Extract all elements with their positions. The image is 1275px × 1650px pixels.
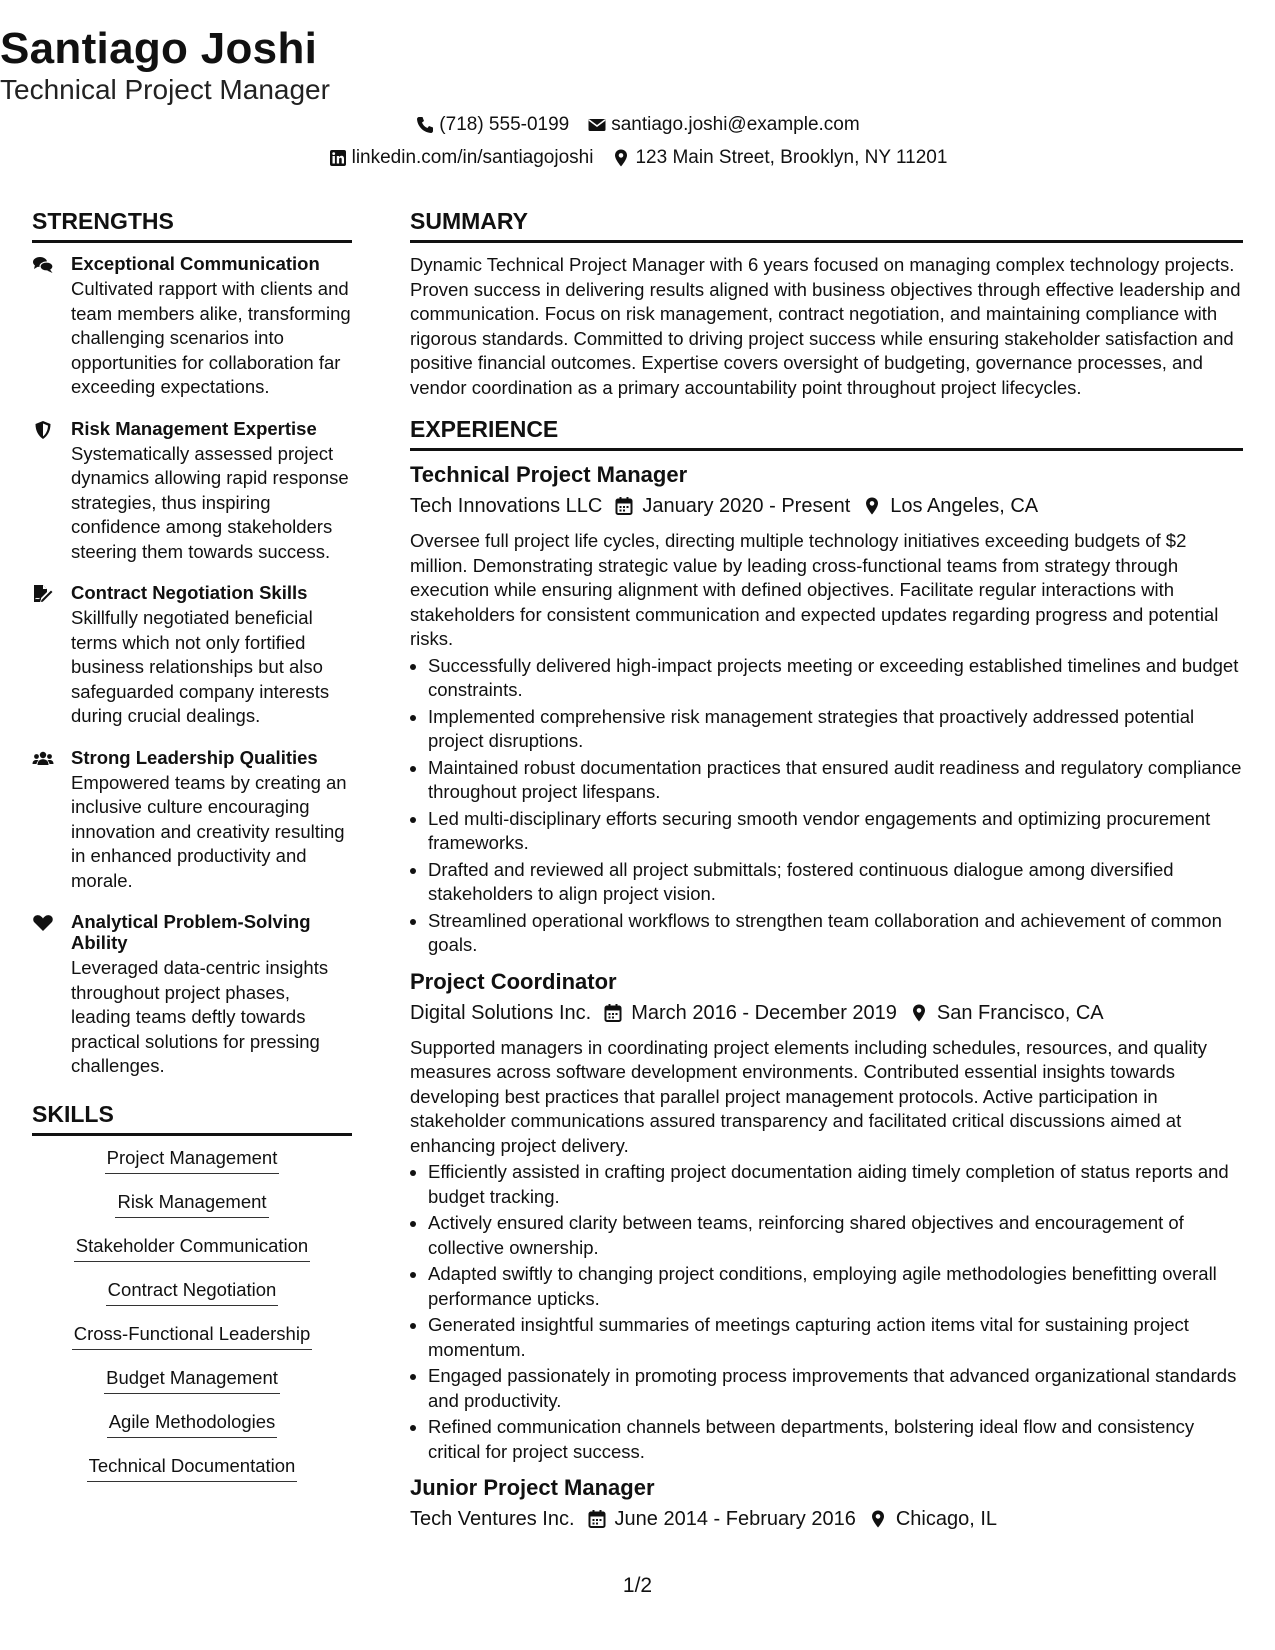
linkedin-icon: [328, 148, 348, 168]
phone-item: [415, 112, 569, 138]
bullet-item: • Drafted and reviewed all project submittals; fostered continuous dialogue among diversified stakeholders to align project vision.: [428, 858, 1243, 907]
map-marker-icon: [611, 148, 631, 168]
skills-heading: SKILLS: [32, 1099, 352, 1136]
envelope-icon: [587, 115, 607, 135]
strength-title: Exceptional Communication: [71, 253, 320, 274]
job-meta: [410, 491, 1243, 521]
right-column: [410, 206, 1243, 1534]
summary-text: Dynamic Technical Project Manager with 6 years focused on managing complex technology projects. Proven success in delivering results aligned with business objectives through effective leadership and communication. Focus on risk management, contract negotiation, and maintaining compliance with rigorous standards. Committed to driving project success while ensuring stakeholder satisfaction and positive financial outcomes. Expertise covers oversight of budgeting, governance processes, and vendor coordination as a primary accountability point throughout project lifecycles.: [410, 254, 1241, 398]
bullet-item: • Maintained robust documentation practices that ensured audit readiness and regulatory compliance throughout project lifespans.: [428, 756, 1243, 805]
summary-heading: SUMMARY: [410, 206, 1243, 243]
job-bullets: [410, 1160, 1243, 1464]
skill-tag: Technical Documentation: [87, 1454, 298, 1482]
phone-icon: [415, 115, 435, 135]
strength-desc: Leveraged data-centric insights throughout project phases, leading teams deftly towards practical solutions for pressing challenges.: [71, 957, 329, 1076]
bullet-item: • Successfully delivered high-impact projects meeting or exceeding established timelines and budget constraints.: [428, 654, 1243, 703]
job-dates: January 2020 - Present: [642, 495, 851, 517]
job-meta: [410, 1504, 1243, 1534]
strengths-heading: STRENGTHS: [32, 206, 352, 243]
job-entry: [410, 1474, 1243, 1534]
users-icon: [32, 749, 54, 769]
shield-icon: [32, 420, 54, 440]
skill-tag: Cross-Functional Leadership: [72, 1322, 313, 1350]
bullet-item: • Generated insightful summaries of meetings capturing action items vital for sustaining project momentum.: [428, 1313, 1243, 1362]
map-marker-icon: [868, 1509, 888, 1529]
calendar-icon: [614, 496, 634, 516]
heart-icon: [32, 913, 54, 933]
strength-title: Contract Negotiation Skills: [71, 582, 308, 603]
bullet-item: • Implemented comprehensive risk management strategies that proactively addressed potential project disruptions.: [428, 705, 1243, 754]
strength-title: Strong Leadership Qualities: [71, 746, 318, 768]
linkedin-text[interactable]: linkedin.com/in/santiagojoshi: [351, 147, 594, 168]
strength-item: [32, 253, 352, 400]
job-company: Digital Solutions Inc.: [410, 1001, 592, 1024]
file-signature-icon: [32, 584, 54, 604]
skill-tag: Budget Management: [104, 1366, 280, 1394]
strength-desc: Skillfully negotiated beneficial terms which not only fortified business relationships but also safeguarded company interests during crucial dealings.: [71, 607, 330, 726]
job-bullets: [410, 654, 1243, 958]
job-dates: March 2016 - December 2019: [631, 1001, 897, 1024]
address-text: 123 Main Street, Brooklyn, NY 11201: [635, 147, 948, 168]
strength-title: Analytical Problem-Solving Ability: [71, 911, 311, 953]
phone-text: (718) 555-0199: [439, 114, 570, 135]
skill-tag: Contract Negotiation: [106, 1278, 279, 1306]
bullet-item: • Streamlined operational workflows to strengthen team collaboration and achievement of common goals.: [428, 909, 1243, 958]
calendar-icon: [603, 1003, 623, 1023]
candidate-name: Santiago Joshi: [0, 24, 318, 73]
job-dates: June 2014 - February 2016: [614, 1508, 856, 1530]
map-marker-icon: [862, 496, 882, 516]
job-company: Tech Innovations LLC: [410, 495, 603, 517]
strength-title: Risk Management Expertise: [71, 417, 317, 439]
contact-row-2: [0, 145, 1275, 171]
job-title: Junior Project Manager: [410, 1475, 655, 1500]
job-description: Supported managers in coordinating project elements including schedules, resources, and quality measures across software development environments. Contributed essential insights towards developing best practices that parallel project management protocols. Active participation in stakeholder communications assured transparency and facilitated critical discussions aimed at enhancing project delivery.: [410, 1036, 1207, 1156]
bullet-item: • Adapted swiftly to changing project conditions, employing agile methodologies benefitting overall performance upticks.: [428, 1262, 1243, 1311]
address-item: [611, 145, 947, 171]
experience-heading: EXPERIENCE: [410, 414, 1243, 451]
skill-tag: Agile Methodologies: [107, 1410, 278, 1438]
bullet-item: • Efficiently assisted in crafting project documentation aiding timely completion of status reports and budget tracking.: [428, 1160, 1243, 1209]
strength-item: [32, 582, 352, 729]
job-entry: [410, 461, 1243, 958]
skill-tag: Project Management: [105, 1146, 280, 1174]
job-company: Tech Ventures Inc.: [410, 1508, 575, 1530]
page-number: 1/2: [622, 1574, 653, 1597]
strength-desc: Cultivated rapport with clients and team members alike, transforming challenging scenarios into opportunities for collaboration far exceeding expectations.: [71, 278, 351, 397]
skill-tag: Risk Management: [115, 1190, 268, 1218]
strength-item: [32, 747, 352, 894]
strength-item: [32, 418, 352, 565]
email-item: [587, 112, 859, 138]
job-description: Oversee full project life cycles, directing multiple technology initiatives exceeding budgets of $2 million. Demonstrating strategic value by leading cross-functional teams from strategy through execution while ensuring alignment with defined objectives. Facilitate regular interactions with stakeholders for consistent communication and expected updates regarding progress and potential risks.: [410, 530, 1219, 649]
job-title: Technical Project Manager: [410, 462, 688, 487]
job-location: Los Angeles, CA: [890, 495, 1039, 517]
comments-icon: [32, 255, 54, 275]
job-meta: [410, 998, 1243, 1028]
bullet-item: • Refined communication channels between departments, bolstering ideal flow and consistency critical for project success.: [428, 1415, 1243, 1464]
job-location: San Francisco, CA: [936, 1001, 1104, 1024]
contact-row-1: [0, 112, 1275, 138]
job-entry: [410, 968, 1243, 1465]
candidate-title: Technical Project Manager: [0, 74, 330, 105]
skill-tag: Stakeholder Communication: [74, 1234, 310, 1262]
strength-item: [32, 911, 352, 1079]
calendar-icon: [587, 1509, 607, 1529]
strength-desc: Systematically assessed project dynamics allowing rapid response strategies, thus inspiring confidence among stakeholders steering them towards success.: [71, 442, 349, 562]
email-text[interactable]: santiago.joshi@example.com: [611, 114, 860, 135]
skills-list: [32, 1146, 352, 1498]
job-title: Project Coordinator: [410, 968, 617, 994]
linkedin-item: [328, 145, 594, 171]
bullet-item: • Led multi-disciplinary efforts securing smooth vendor engagements and optimizing procurement frameworks.: [428, 807, 1243, 856]
left-column: [32, 206, 352, 1498]
bullet-item: • Actively ensured clarity between teams, reinforcing shared objectives and encouragement of collective ownership.: [428, 1211, 1243, 1260]
bullet-item: • Engaged passionately in promoting process improvements that advanced organizational standards and productivity.: [428, 1364, 1243, 1413]
job-location: Chicago, IL: [895, 1508, 997, 1530]
map-marker-icon: [909, 1003, 929, 1023]
strength-desc: Empowered teams by creating an inclusive culture encouraging innovation and creativity resulting in enhanced productivity and morale.: [71, 771, 347, 891]
